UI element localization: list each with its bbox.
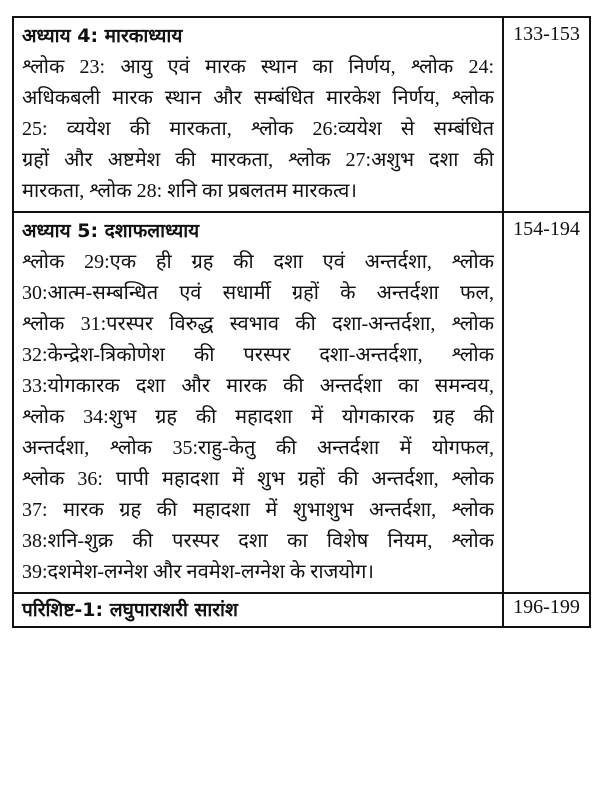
chapter-4-title: अध्याय 4: मारकाध्याय: [22, 25, 183, 47]
chapter-5-line: श्लोक 34:शुभ ग्रह की महादशा में योगकारक ग्रह की: [22, 406, 494, 428]
chapter-5-pages: 154-194: [503, 212, 590, 593]
chapter-5-line: 33:योगकारक दशा और मारक की अन्तर्दशा का समन्वय,: [22, 375, 494, 397]
chapter-4-content: [13, 17, 503, 212]
chapter-5-line: 30:आत्म-सम्बन्धित एवं सधार्मी ग्रहों के अन्तर्दशा फल,: [22, 282, 494, 304]
chapter-4-line: अधिकबली मारक स्थान और सम्बंधित मारकेश निर्णय, श्लोक: [22, 87, 494, 109]
chapter-5-line: 37: मारक ग्रह की महादशा में शुभाशुभ अन्तर्दशा, श्लोक: [22, 499, 494, 521]
chapter-4-line: ग्रहों और अष्टमेश की मारकता, श्लोक 27:अशुभ दशा की: [22, 149, 494, 171]
appendix-content: [13, 593, 503, 627]
chapter-5-line: 39:दशमेश-लग्नेश और नवमेश-लग्नेश के राजयोग।: [22, 561, 375, 583]
toc-row-chapter-5: [13, 212, 590, 593]
chapter-5-line: श्लोक 31:परस्पर विरुद्ध स्वभाव की दशा-अन्तर्दशा, श्लोक: [22, 313, 494, 335]
chapter-5-content: [13, 212, 503, 593]
chapter-4-line: मारकता, श्लोक 28: शनि का प्रबलतम मारकत्व।: [22, 180, 357, 202]
chapter-5-line: श्लोक 29:एक ही ग्रह की दशा एवं अन्तर्दशा, श्लोक: [22, 251, 494, 273]
chapter-5-line: 38:शनि-शुक्र की परस्पर दशा का विशेष नियम, श्लोक: [22, 530, 494, 552]
chapter-4-line: 25: व्ययेश की मारकता, श्लोक 26:व्ययेश से सम्बंधित: [22, 118, 494, 140]
chapter-4-line: श्लोक 23: आयु एवं मारक स्थान का निर्णय, श्लोक 24:: [22, 56, 494, 78]
chapter-5-line: अन्तर्दशा, श्लोक 35:राहु-केतु की अन्तर्दशा में योगफल,: [22, 437, 494, 459]
table-of-contents: [12, 16, 591, 628]
chapter-5-title: अध्याय 5: दशाफलाध्याय: [22, 220, 200, 242]
chapter-5-line: 32:केन्द्रेश-त्रिकोणेश की परस्पर दशा-अन्तर्दशा, श्लोक: [22, 344, 494, 366]
appendix-title: परिशिष्ट-1: लघुपाराशरी सारांश: [22, 599, 238, 621]
toc-row-appendix: [13, 593, 590, 627]
appendix-pages: 196-199: [503, 593, 590, 627]
chapter-5-line: श्लोक 36: पापी महादशा में शुभ ग्रहों की अन्तर्दशा, श्लोक: [22, 468, 494, 490]
toc-row-chapter-4: [13, 17, 590, 212]
chapter-4-pages: 133-153: [503, 17, 590, 212]
